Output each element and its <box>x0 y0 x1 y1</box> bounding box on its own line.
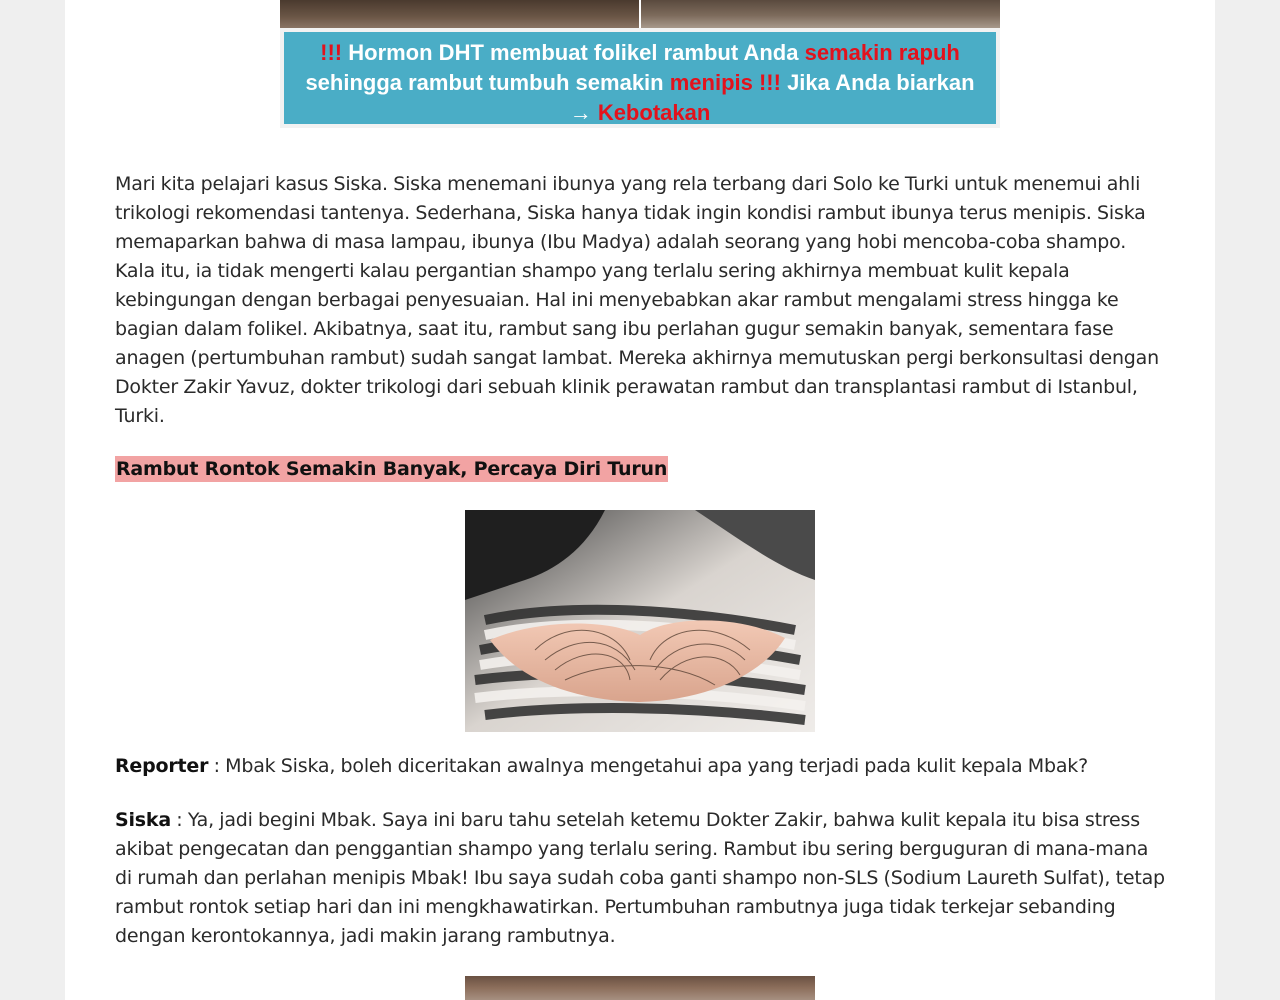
banner-highlight-1: semakin rapuh <box>804 40 960 65</box>
siska-answer: : Ya, jadi begini Mbak. Saya ini baru tahu setelah ketemu Dokter Zakir, bahwa kulit kepala itu bisa stress akibat pengecatan dan penggantian shampo yang terlalu sering. Rambut ibu sering berguguran di mana-mana di rumah dan perlahan menipis Mbak! Ibu saya sudah coba ganti shampo non-SLS (Sodium Laureth Sulfat), tetap rambut rontok setiap hari dan ini mengkhawatirkan. Pertumbuhan rambutnya juga tidak terkejar sebanding dengan kerontokannya, jadi makin jarang rambutnya. <box>115 809 1165 947</box>
banner-text <box>284 32 996 124</box>
banner-text-3: Jika Anda biarkan → <box>569 70 975 125</box>
banner-highlight-3: Kebotakan <box>597 100 711 125</box>
hair-after-photo <box>641 0 1000 28</box>
siska-paragraph <box>115 806 1167 951</box>
banner-exclaim: !!! <box>320 40 343 65</box>
banner-highlight-2: menipis !!! <box>669 70 781 95</box>
scalp-photo <box>465 976 815 1000</box>
hair-loss-hands-photo <box>465 510 815 732</box>
dht-warning-banner <box>280 28 1000 128</box>
banner-text-1: Hormon DHT membuat folikel rambut Anda <box>342 40 805 65</box>
siska-label: Siska <box>115 809 171 831</box>
hair-before-photo <box>280 0 639 28</box>
section-heading: Rambut Rontok Semakin Banyak, Percaya Diri Turun <box>116 458 668 480</box>
hair-loss-hands-illustration <box>465 510 815 732</box>
hair-comparison-image <box>280 0 1000 28</box>
article-page <box>65 0 1215 1000</box>
banner-text-2: sehingga rambut tumbuh semakin <box>305 70 670 95</box>
reporter-question: : Mbak Siska, boleh diceritakan awalnya mengetahui apa yang terjadi pada kulit kepala Mbak? <box>208 755 1088 777</box>
intro-paragraph: Mari kita pelajari kasus Siska. Siska menemani ibunya yang rela terbang dari Solo ke Turki untuk menemui ahli trikologi rekomendasi tantenya. Sederhana, Siska hanya tidak ingin kondisi rambut ibunya terus menipis. Siska memaparkan bahwa di masa lampau, ibunya (Ibu Madya) adalah seorang yang hobi mencoba-coba shampo. Kala itu, ia tidak mengerti kalau pergantian shampo yang terlalu sering akhirnya membuat kulit kepala kebingungan dengan berbagai penyesuaian. Hal ini menyebabkan akar rambut mengalami stress hingga ke bagian dalam folikel. Akibatnya, saat itu, rambut sang ibu perlahan gugur semakin banyak, sementara fase anagen (pertumbuhan rambut) sudah sangat lambat. Mereka akhirnya memutuskan pergi berkonsultasi dengan Dokter Zakir Yavuz, dokter trikologi dari sebuah klinik perawatan rambut dan transplantasi rambut di Istanbul, Turki. <box>115 173 1159 427</box>
reporter-label: Reporter <box>115 755 209 777</box>
reporter-paragraph <box>115 752 1167 781</box>
